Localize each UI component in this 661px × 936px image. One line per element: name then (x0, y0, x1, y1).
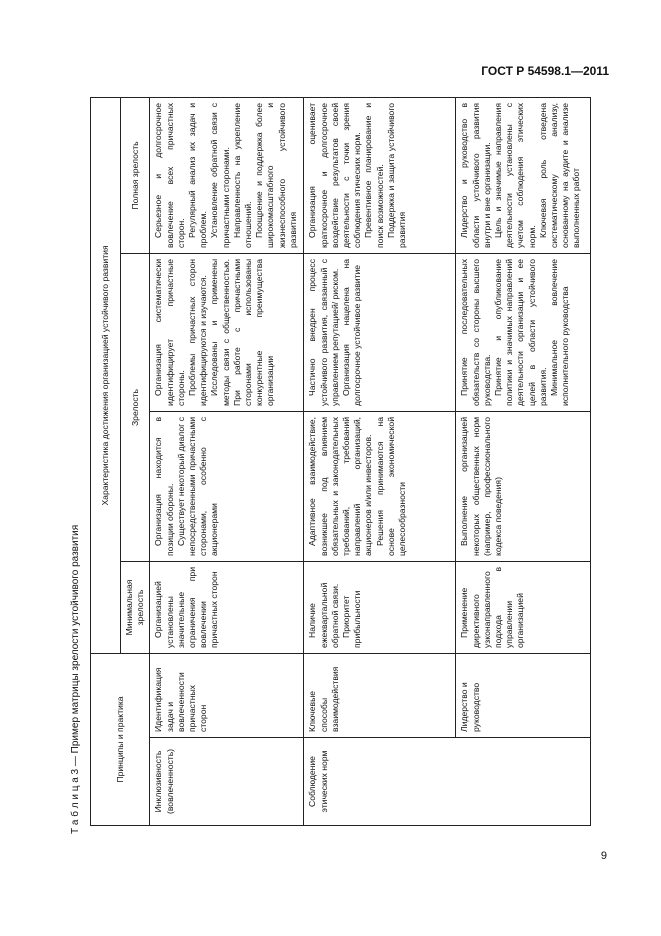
cell-paragraph: Принятие и опубликование политики и значимых направлений деятельности организации и ее целей в области устойчивого развития. (493, 258, 548, 406)
cell-paragraph: Направленность на укрепление отношений. (231, 102, 254, 248)
table-caption: Т а б л и ц а 3 — Пример матрицы зрелости устойчивого развития (70, 524, 81, 834)
cell-maturity-a (150, 411, 304, 561)
cell-paragraph: Принятие последовательных обязательств со стороны высшего руководства. (459, 258, 492, 406)
header-principles: Принципы и практика (91, 653, 150, 825)
cell-min-maturity (304, 561, 456, 653)
cell-paragraph: Решения принимаются на основе экономической целесообразности (374, 416, 408, 556)
cell-paragraph: Цель и значимые направления деятельности установлены с учетом соблюдения этических норм. (493, 102, 537, 248)
cell-full-maturity (456, 97, 591, 253)
cell-paragraph: Серьезное и долгосрочное вовлечение всех причастных сторон. (153, 102, 186, 248)
cell-paragraph: Применение директивного узконаправленного подхода в управлении организацией (459, 566, 526, 648)
cell-paragraph: Организация систематически идентифицирует причастные стороны. (153, 258, 186, 406)
cell-maturity-b (150, 253, 304, 411)
table-row (150, 97, 304, 825)
cell-paragraph: Адаптивное взаимодействие, возникшее под влиянием обязательных и законодательных требований, требований направлений организаций, акционеров и/или инвесторов. (307, 416, 374, 556)
cell-full-maturity (150, 97, 304, 253)
table-row (304, 97, 456, 825)
cell-min-maturity (456, 561, 591, 653)
cell-practice: Ключевые способы взаимодействия (304, 653, 456, 737)
maturity-matrix-table (90, 97, 591, 826)
cell-paragraph: Организация оценивает краткосрочное и долгосрочное воздействие результатов своей деятельности с точки зрения соблюдения этических норм. (307, 102, 363, 248)
cell-paragraph: Организацией установлены значительные ограничения при вовлечении причастных сторон (153, 566, 220, 648)
table-body (150, 97, 591, 825)
page-number: 9 (600, 850, 607, 862)
cell-paragraph: Организация находится в позиции обороны. (153, 416, 175, 556)
cell-paragraph: Организация нацелена на долгосрочное устойчивое развитие (341, 258, 363, 406)
cell-paragraph: Исследованы и применены методы связи с общественностью. При работе с причастными сторонами использованы конкурентные преимущества организации (209, 258, 276, 406)
cell-practice: Лидерство и руководство (456, 653, 591, 737)
cell-principle: Соблюдение этических норм (304, 738, 591, 826)
cell-min-maturity (150, 561, 304, 653)
rotated-table-container (62, 94, 582, 834)
cell-paragraph: Существует некоторый диалог с непосредственными причастными сторонами, особенно с акционерами (175, 416, 220, 556)
header-characteristic: Характеристика достижения организацией устойчивого развития (91, 97, 121, 653)
cell-maturity-a (304, 411, 456, 561)
table-row (456, 97, 591, 825)
cell-paragraph: Частично внедрен процесс устойчивого развития, связанный с управлением репутацией/ риском. (307, 258, 340, 406)
cell-paragraph: Минимальное вовлечение исполнительного руководства (549, 258, 571, 406)
cell-paragraph: Превентивное планирование и поиск возможностей. (363, 102, 385, 248)
cell-principle: Инклюзивность (вовлеченность) (150, 738, 304, 826)
standard-designation: ГОСТ Р 54598.1—2011 (481, 64, 609, 78)
cell-paragraph: Ключевая роль отведена систематическому анализу, основанному на аудите и анализе выполненных работ (537, 102, 582, 248)
cell-maturity-b (456, 253, 591, 411)
cell-full-maturity (304, 97, 456, 253)
header-full: Полная зрелость (121, 97, 150, 253)
cell-paragraph: Лидерство и руководство в области устойчивого развития внутри и вне организации. (459, 102, 492, 248)
cell-paragraph: Поощрение и поддержка более широкомасштабного и жизнеспособного устойчивого развития (254, 102, 298, 248)
header-min: Минимальная зрелость (121, 561, 150, 653)
cell-paragraph: Проблемы причастных сторон идентифицируются и изучаются. (187, 258, 209, 406)
cell-paragraph: Наличие ежеквартальной обратной связи. (307, 582, 340, 648)
cell-practice: Идентификация задач и вовлеченности причастных сторон (150, 653, 304, 737)
cell-paragraph: Поддержка и защита устойчивого развития (385, 102, 408, 248)
cell-maturity-b (304, 253, 456, 411)
cell-paragraph: Приоритет прибыльности (341, 590, 363, 648)
cell-maturity-a (456, 411, 591, 561)
cell-paragraph: Установление обратной связи с причастными сторонами. (209, 102, 231, 248)
header-mid: Зрелость (121, 253, 150, 561)
cell-paragraph: Регулярный анализ их задач и проблем. (187, 102, 209, 248)
cell-paragraph: Выполнение организацией некоторых общественных норм (например, профессионального кодекса поведения) (459, 416, 504, 556)
